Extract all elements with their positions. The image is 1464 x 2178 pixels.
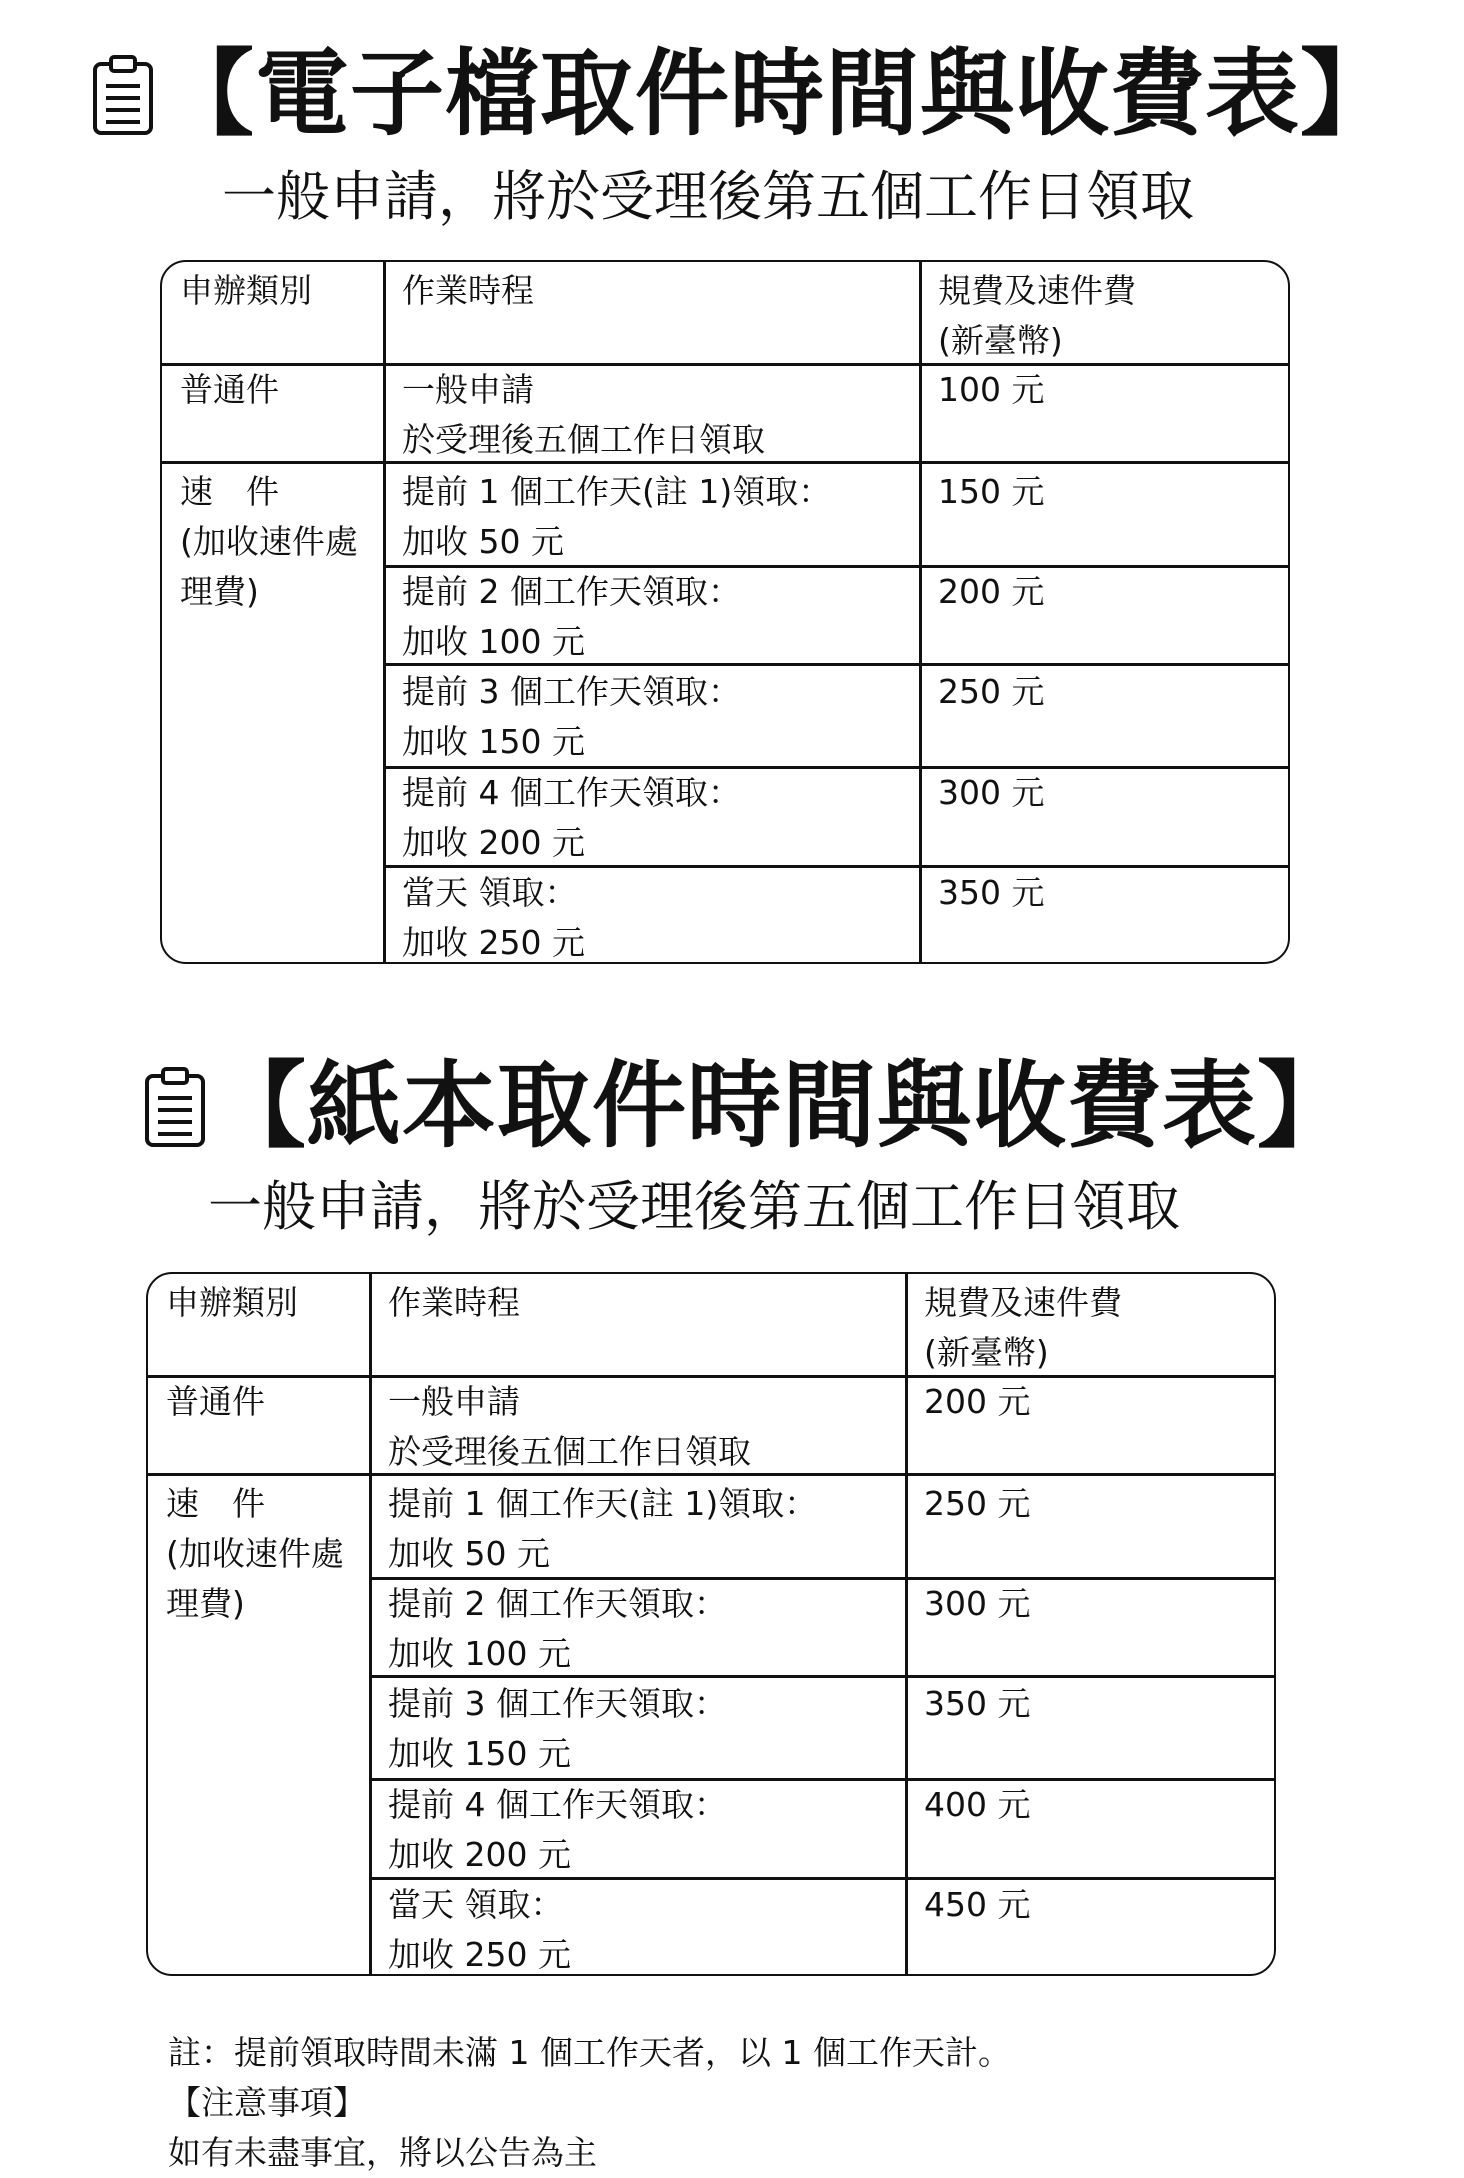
header-fee: 規費及速件費 (新臺幣): [938, 271, 1136, 360]
electronic-title-row: [92, 40, 1396, 149]
electronic-fee-table: [160, 260, 1290, 964]
express-row-fee: 300 元: [924, 1584, 1031, 1623]
express-row-schedule: 提前 1 個工作天(註 1)領取： 加收 50 元: [402, 472, 832, 561]
express-row-fee: 400 元: [924, 1785, 1031, 1824]
express-row-fee: 450 元: [924, 1885, 1031, 1924]
express-row-fee: 250 元: [938, 672, 1045, 711]
express-row-schedule: 提前 3 個工作天領取： 加收 150 元: [402, 672, 741, 761]
express-row-fee: 300 元: [938, 773, 1045, 812]
notes: [168, 2028, 1011, 2178]
express-row-fee: 350 元: [938, 873, 1045, 912]
header-schedule: 作業時程: [388, 1283, 520, 1322]
normal-schedule: 一般申請 於受理後五個工作日領取: [402, 370, 765, 459]
express-row-schedule: 當天 領取： 加收 250 元: [388, 1885, 571, 1974]
header-category: 申辦類別: [180, 271, 312, 310]
express-row-fee: 150 元: [938, 472, 1045, 511]
normal-category: 普通件: [180, 370, 279, 409]
express-row-schedule: 提前 4 個工作天領取： 加收 200 元: [402, 773, 741, 862]
paper-subtitle: 一般申請，將於受理後第五個工作日領取: [208, 1175, 1180, 1238]
paper-title: 【紙本取件時間與收費表】: [212, 1052, 1353, 1161]
paper-title-row: [144, 1052, 1353, 1161]
normal-fee: 200 元: [924, 1382, 1031, 1421]
paper-fee-table: [146, 1272, 1276, 1976]
express-category: 速 件 (加收速件處 理費): [166, 1484, 344, 1623]
header-schedule: 作業時程: [402, 271, 534, 310]
express-row-schedule: 提前 2 個工作天領取： 加收 100 元: [388, 1584, 727, 1673]
attention-heading: 【注意事項】: [168, 2083, 366, 2122]
normal-schedule: 一般申請 於受理後五個工作日領取: [388, 1382, 751, 1471]
express-row-schedule: 提前 1 個工作天(註 1)領取： 加收 50 元: [388, 1484, 818, 1573]
attention-text: 如有未盡事宜，將以公告為主: [168, 2133, 597, 2172]
header-fee: 規費及速件費 (新臺幣): [924, 1283, 1122, 1372]
clipboard-icon: [144, 1066, 206, 1148]
express-row-fee: 250 元: [924, 1484, 1031, 1523]
express-row-fee: 200 元: [938, 572, 1045, 611]
express-category: 速 件 (加收速件處 理費): [180, 472, 358, 611]
clipboard-icon: [92, 54, 154, 136]
express-row-schedule: 提前 2 個工作天領取： 加收 100 元: [402, 572, 741, 661]
electronic-title: 【電子檔取件時間與收費表】: [160, 40, 1396, 149]
normal-category: 普通件: [166, 1382, 265, 1421]
express-row-schedule: 當天 領取： 加收 250 元: [402, 873, 585, 962]
header-category: 申辦類別: [166, 1283, 298, 1322]
electronic-subtitle: 一般申請，將於受理後第五個工作日領取: [222, 165, 1194, 228]
express-row-schedule: 提前 3 個工作天領取： 加收 150 元: [388, 1684, 727, 1773]
express-row-schedule: 提前 4 個工作天領取： 加收 200 元: [388, 1785, 727, 1874]
express-row-fee: 350 元: [924, 1684, 1031, 1723]
normal-fee: 100 元: [938, 370, 1045, 409]
note-1: 註：提前領取時間未滿 1 個工作天者，以 1 個工作天計。: [168, 2033, 1011, 2072]
